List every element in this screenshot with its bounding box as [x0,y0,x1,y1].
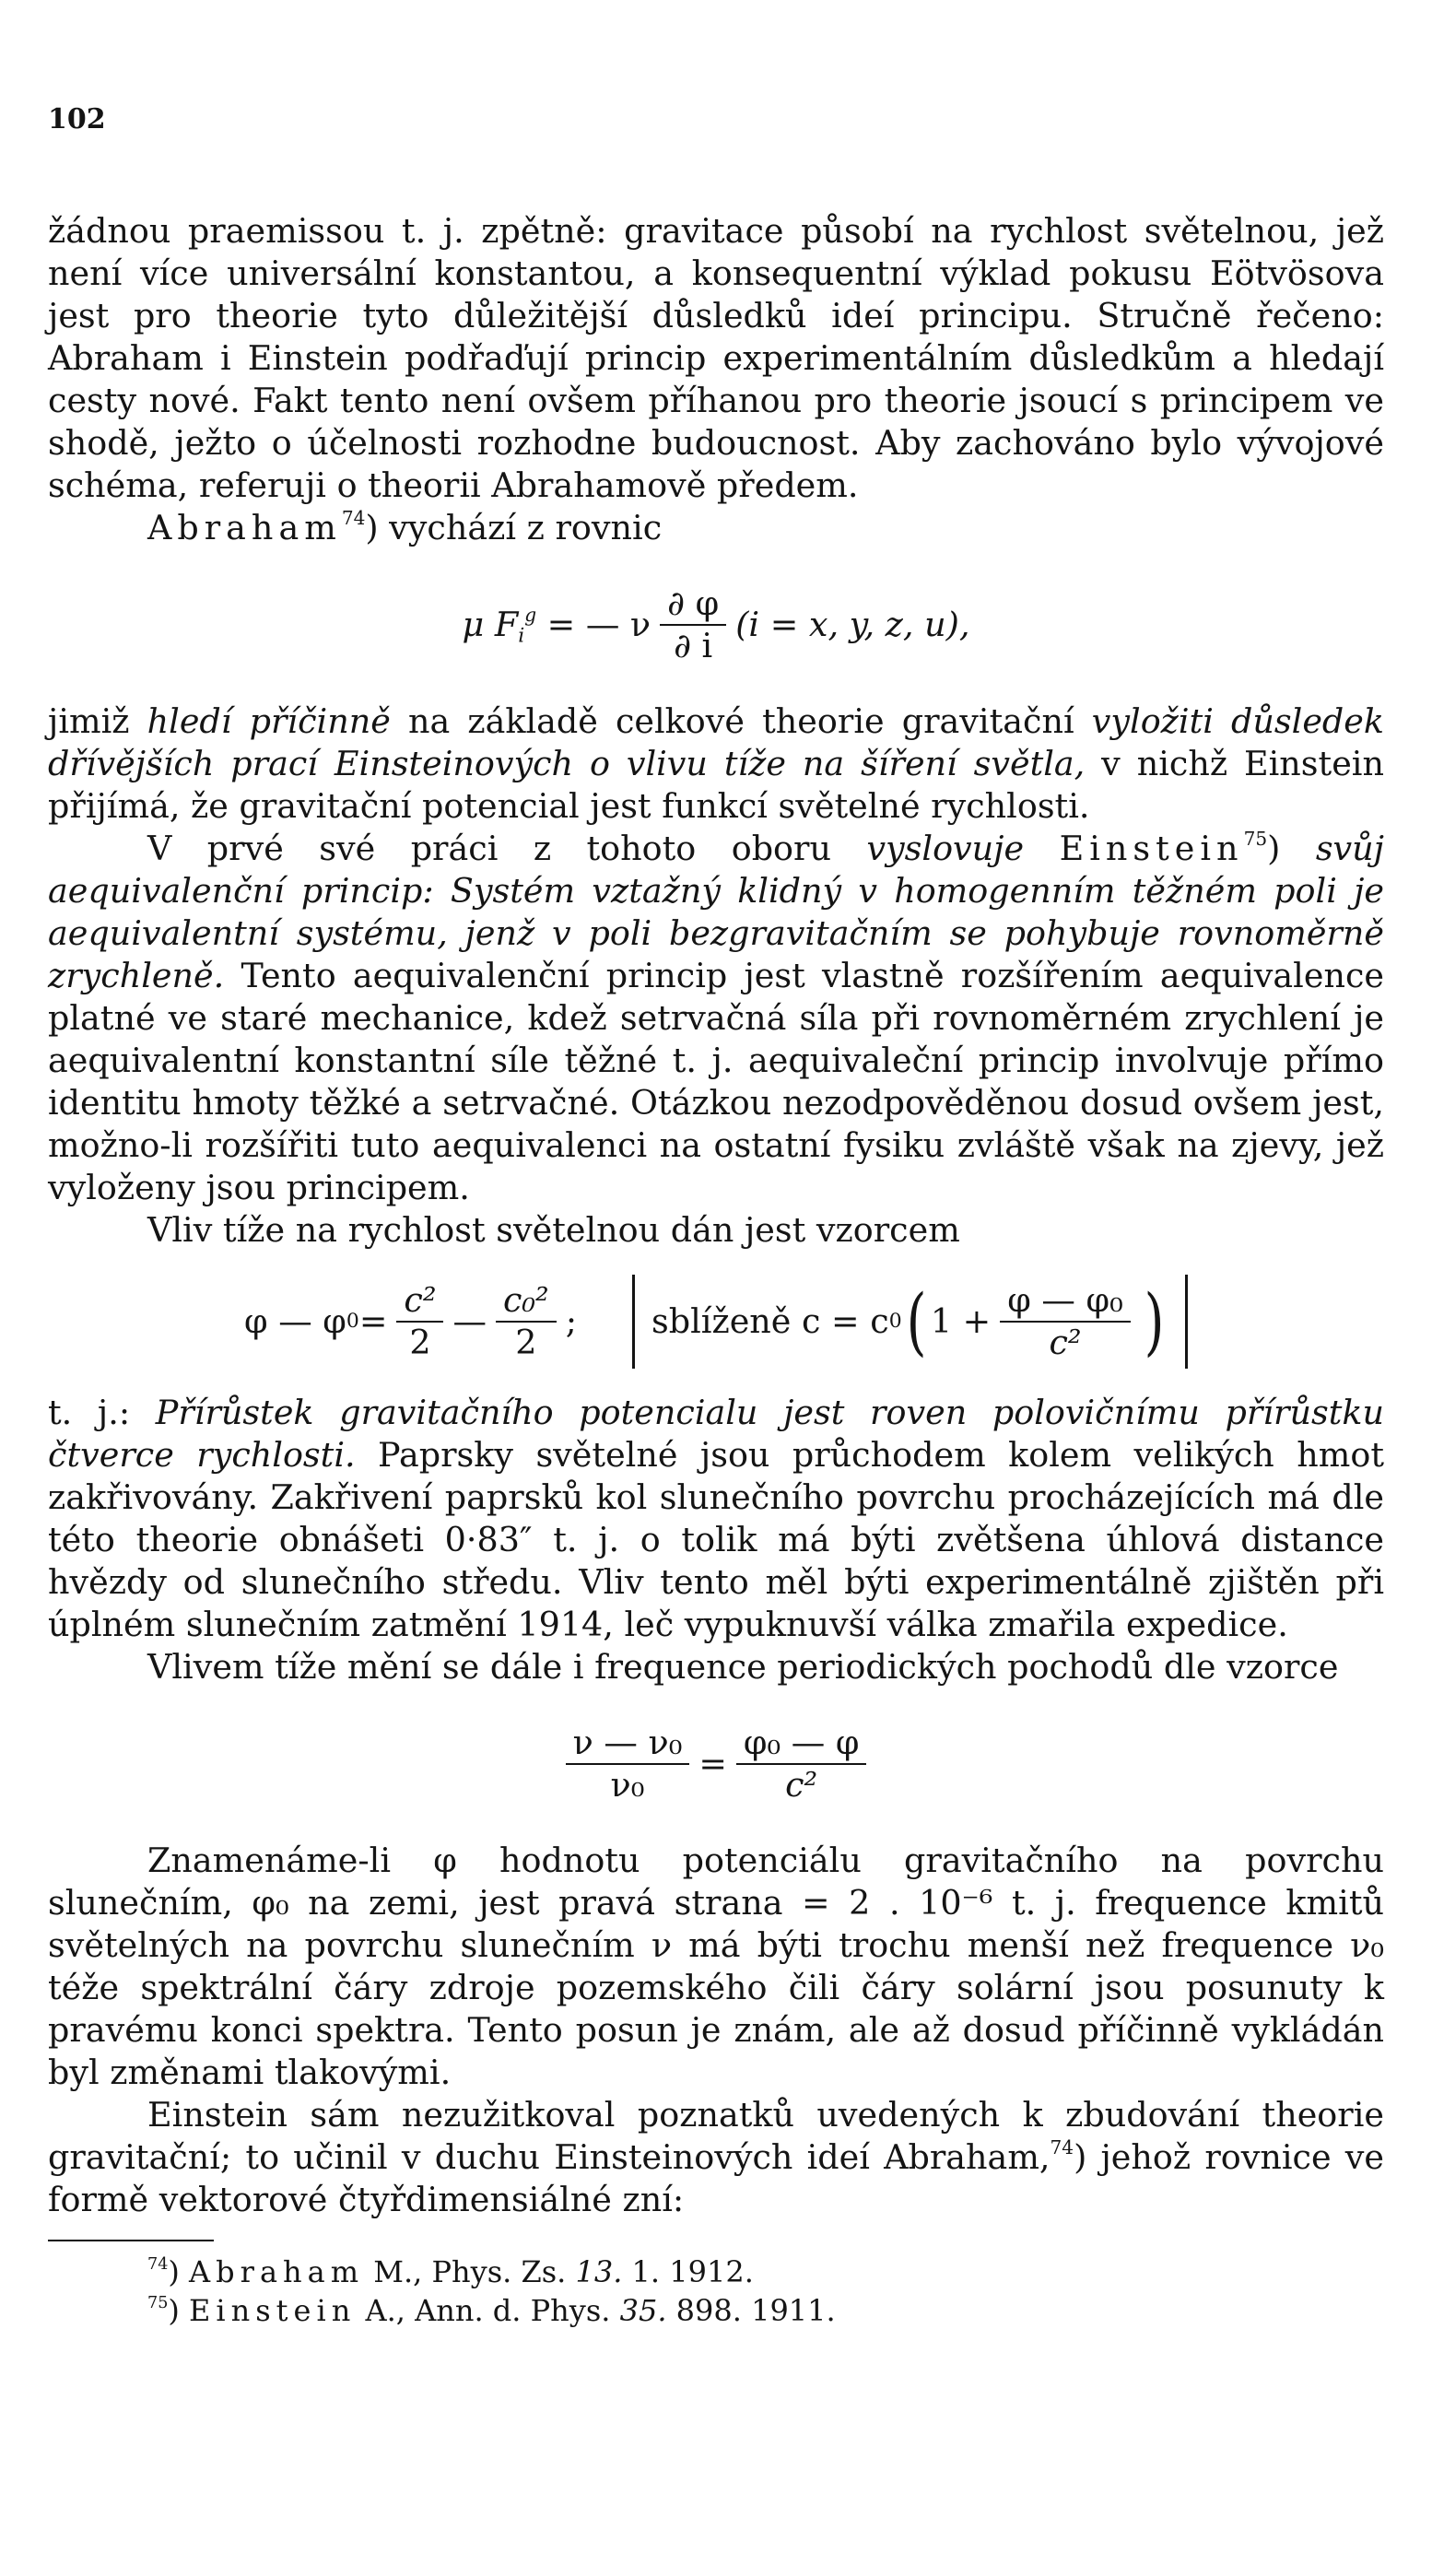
footnote-75: $^{75}$) Einstein A., Ann. d. Phys. 35. 898. 1911. [147,2293,836,2328]
footnote-ref-74b[interactable]: 74 [1050,2135,1074,2158]
fraction-dphi-di: $\frac{\partial \varphi}{\partial i}$ [660,583,726,666]
footnote-divider [48,2240,214,2241]
body-text [48,210,1384,2330]
paragraph-3: jimiž hledí příčinně na základě celkové theorie gravitační vyložiti důsledek dřívějších prací Einsteinových o vlivu tíže na šíření světla, v nichž Einstein přijímá, že gravitační potencial jest funkcí světelné rychlosti. [48,701,1385,826]
footnote-74: $^{74}$) Abraham M., Phys. Zs. 13. 1. 1912. [147,2254,754,2289]
paragraph-einstein-principle: V prvé své práci z tohoto oboru vyslovuje Einstein$^{75}$) svůj aequivalenční princip: Systém vztažný klidný v homogenním těžném poli je aequivalentní systému, jenž v poli bezgravitačním se pohybuje rovnoměrně zrychleně. Tento aequivalenční princip jest vlastně rozšířením aequivalence platné ve staré mechanice, kdež setrvačná síla při rovnoměrném zrychlení je aequivalentní konstantní síle těžné t. j. aequivaleční princip involvuje přímo identitu hmoty těžké a setrvačné. Otázkou nezodpověděnou dosud ovšem jest, možno-li rozšířiti tuto aequivalenci na ostatní fysiku zvláště však na zjevy, jež vyloženy jsou principem. [48,827,1384,1207]
footnote-ref-74[interactable]: 74 [341,506,366,529]
equation-abraham: μ $F_i^g$ = — ν $\frac{\partial \varphi}{\partial i}$ (i = x, y, z, u), [462,583,970,665]
paragraph-5: Vliv tíže na rychlost světelnou dán jest vzorcem [147,1210,960,1250]
paragraph-8: Znamenáme-li φ hodnotu potenciálu gravitačního na povrchu slunečním, φ₀ na zemi, jest pravá strana = 2 . 10⁻⁶ t. j. frequence kmitů světelných na povrchu slunečním ν má býti trochu menší než frequence ν₀ téže spektrální čáry zdroje pozemského čili čáry solární jsou posunuty k pravému konci spektra. Tento posun je znám, ale až dosud příčinně vykládán byl změnami tlakovými. [48,1841,1384,2092]
page-number: 102 [48,103,106,135]
paragraph-9: Einstein sám nezužitkoval poznatků uvedených k zbudování theorie gravitační; to učinil v duchu Einsteinových ideí Abraham,$^{74}$) jehož rovnice ve formě vektorové čtyřdimensiálné zní: [48,2095,1384,2219]
equation-frequency: $\frac{\text{ν — ν₀}}{\text{ν₀}}$ = $\frac{\text{φ₀ — φ}}{\text{c²}}$ [48,1701,1384,1827]
approximation-bracket: sblíženě c = c 0 ( 1 + $\frac{\text{φ — φ₀}}{\text{c²}}$ ) [632,1275,1188,1369]
paragraph-7: Vlivem tíže mění se dále i frequence periodických pochodů dle vzorce [147,1647,1339,1687]
paragraph-6: t. j.: Přírůstek gravitačního potencialu jest roven polovičnímu přírůstku čtverce rychlosti. Paprsky světelné jsou průchodem kolem velikých hmot zakřivovány. Zakřivení paprsků kol slunečního povrchu procházejících má dle této theorie obnášeti 0·83″ t. j. o tolik má býti zvětšena úhlová distance hvězdy od slunečního středu. Vliv tento měl býti experimentálně zjištěn při úplném slunečním zatmění 1914, leč vypuknuvší válka zmařila expedice. [48,1393,1385,1644]
equation-light-speed: φ — φ 0 = $\frac{\text{c²}}{2}$ — $\frac{\text{c₀²}}{2}$ ; sblíženě c = c 0 ( 1 + $\frac{\text{φ — φ₀}}{\text{c²}}$ ) [48,1264,1384,1379]
paragraph-1: žádnou praemissou t. j. zpětně: gravitace působí na rychlost světelnou, jež není více universální konstantou, a konsequentní výklad pokusu Eötvösova jest pro theorie tyto důležitější důsledků ideí principu. Stručně řečeno: Abraham i Einstein podřaďují princip experimentálním důsledkům a hledají cesty nové. Fakt tento není ovšem příhanou pro theorie jsoucí s principem ve shodě, ježto o účelnosti rozhodne budoucnost. Aby zachováno bylo vývojové schéma, referuji o theorii Abrahamově předem. [48,211,1384,505]
paragraph-abraham-intro: Abraham$^{74}$) vychází z rovnic [147,506,663,547]
footnote-ref-75[interactable]: 75 [1243,827,1268,850]
